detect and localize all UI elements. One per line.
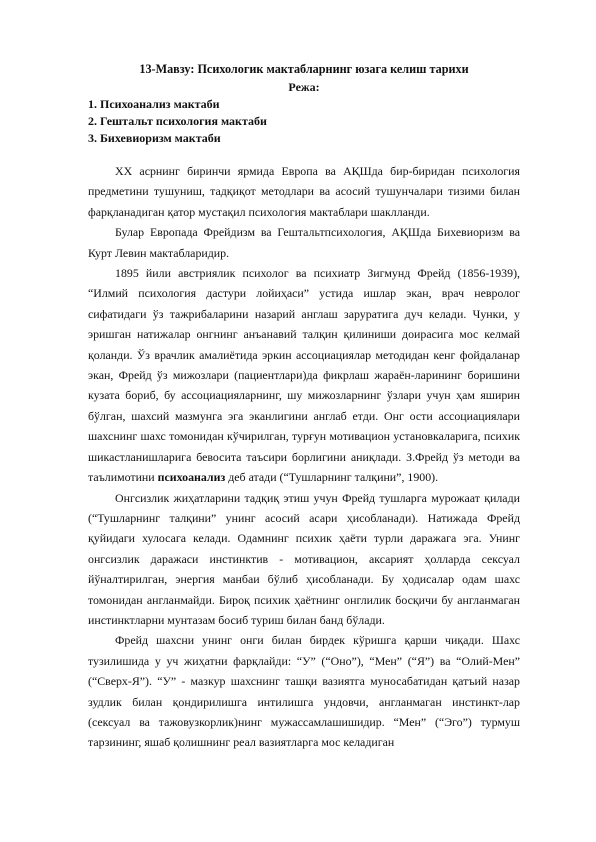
paragraph-4: Онгсизлик жиҳатларини тадқиқ этиш учун Фрейд тушларга мурожаат қилади (“Тушларнинг талқини” унинг асосий асари ҳисобланади). Натижада Фрейд қуйидаги хулосага келади. Одамнинг психик ҳаёти турли даражага эга. Унинг онгсизлик даражаси инстинктив - мотивацион, аксарият ҳолларда сексуал йўналтирилган, энергия манбаи бўлиб ҳисобланади. Бу ҳодисалар одам шахс томонидан англанмайди. Бироқ психик ҳаётнинг онглилик босқичи бу англанмаган инстинктларни мунтазам босиб туриш билан банд бўлади. (88, 490, 520, 627)
paragraph-3-text: 1895 йили австриялик психолог ва психиатр Зигмунд Фрейд (1856-1939), “Илмий психология дастури лойиҳаси” устида ишлар экан, врач невролог сифатидаги ўз тажрибаларини назарий англаш заруратига дуч келади. Чунки, у эришган натижалар онгнинг анъанавий талқин қилиниши доирасига мос келмай қоланди. Ўз врачлик амалиётида эркин ассоциациялар методидан кенг фойдаланар экан, Фрейд ўз мижозлари (пациентлари)да фикрлаш жараён-ларининг боришини кузата бориб, бу ассоциацияларнинг, шу мижозларнинг ўзлари учун ҳам яширин бўлган, шахсий мазмунга эга эканлигини англаб етди. Онг ости ассоциациялари шахснинг шахс томонидан кўчирилган, турғун мотивацион установкаларига, психик шикастланишларига бевосита таъсири борлигини аниқлади. З.Фрейд ўз методи ва таълимотини (88, 266, 520, 485)
paragraph-1: XX асрнинг биринчи ярмида Европа ва АҚШда бир-биридан психология предметини тушуниш, тадқиқот методлари ва асосий тушунчалари тизими билан фарқланадиган қатор мустақил психология мактаблари шаклланди. (88, 164, 520, 219)
plan-item-1: 1. Психоанализ мактаби (88, 97, 220, 111)
paragraph-5: Фрейд шахсни унинг онги билан бирдек кўришга қарши чиқади. Шахс тузилишида у уч жиҳатни фарқлайди: “У” (“Оно”), “Мен” (“Я”) ва “Олий-Мен” (“Сверх-Я”). “У” - мазкур шахснинг ташқи вазиятга муносабатидан қатъий назар зудлик билан қондирилишга интилишга ундовчи, англанмаган инстинкт-лар (сексуал ва тажовузкорлик)нинг мужассамлашишидир. “Мен” (“Эго”) турмуш тарзининг, яшаб қолишнинг реал вазиятларга мос келадиган (88, 633, 520, 750)
paragraph-2: Булар Европада Фрейдизм ва Гештальтпсихология, АҚШда Бихевиоризм ва Курт Левин мактабларидир. (88, 225, 520, 260)
plan-title: Режа: (288, 80, 320, 94)
plan-list (88, 96, 520, 147)
document-body (88, 60, 520, 753)
plan-item-3: 3. Бихевиоризм мактаби (88, 131, 221, 145)
bold-term-psychoanalysis: психоанализ (157, 470, 226, 485)
paragraph-3-tail: деб атади (“Тушларнинг талқини”, 1900). (228, 470, 439, 485)
plan-item-2: 2. Гештальт психология мактаби (88, 114, 267, 128)
paragraph-3 (88, 263, 520, 487)
page-title: 13-Мавзу: Психологик мактабларнинг юзага келиш тарихи (139, 62, 469, 76)
